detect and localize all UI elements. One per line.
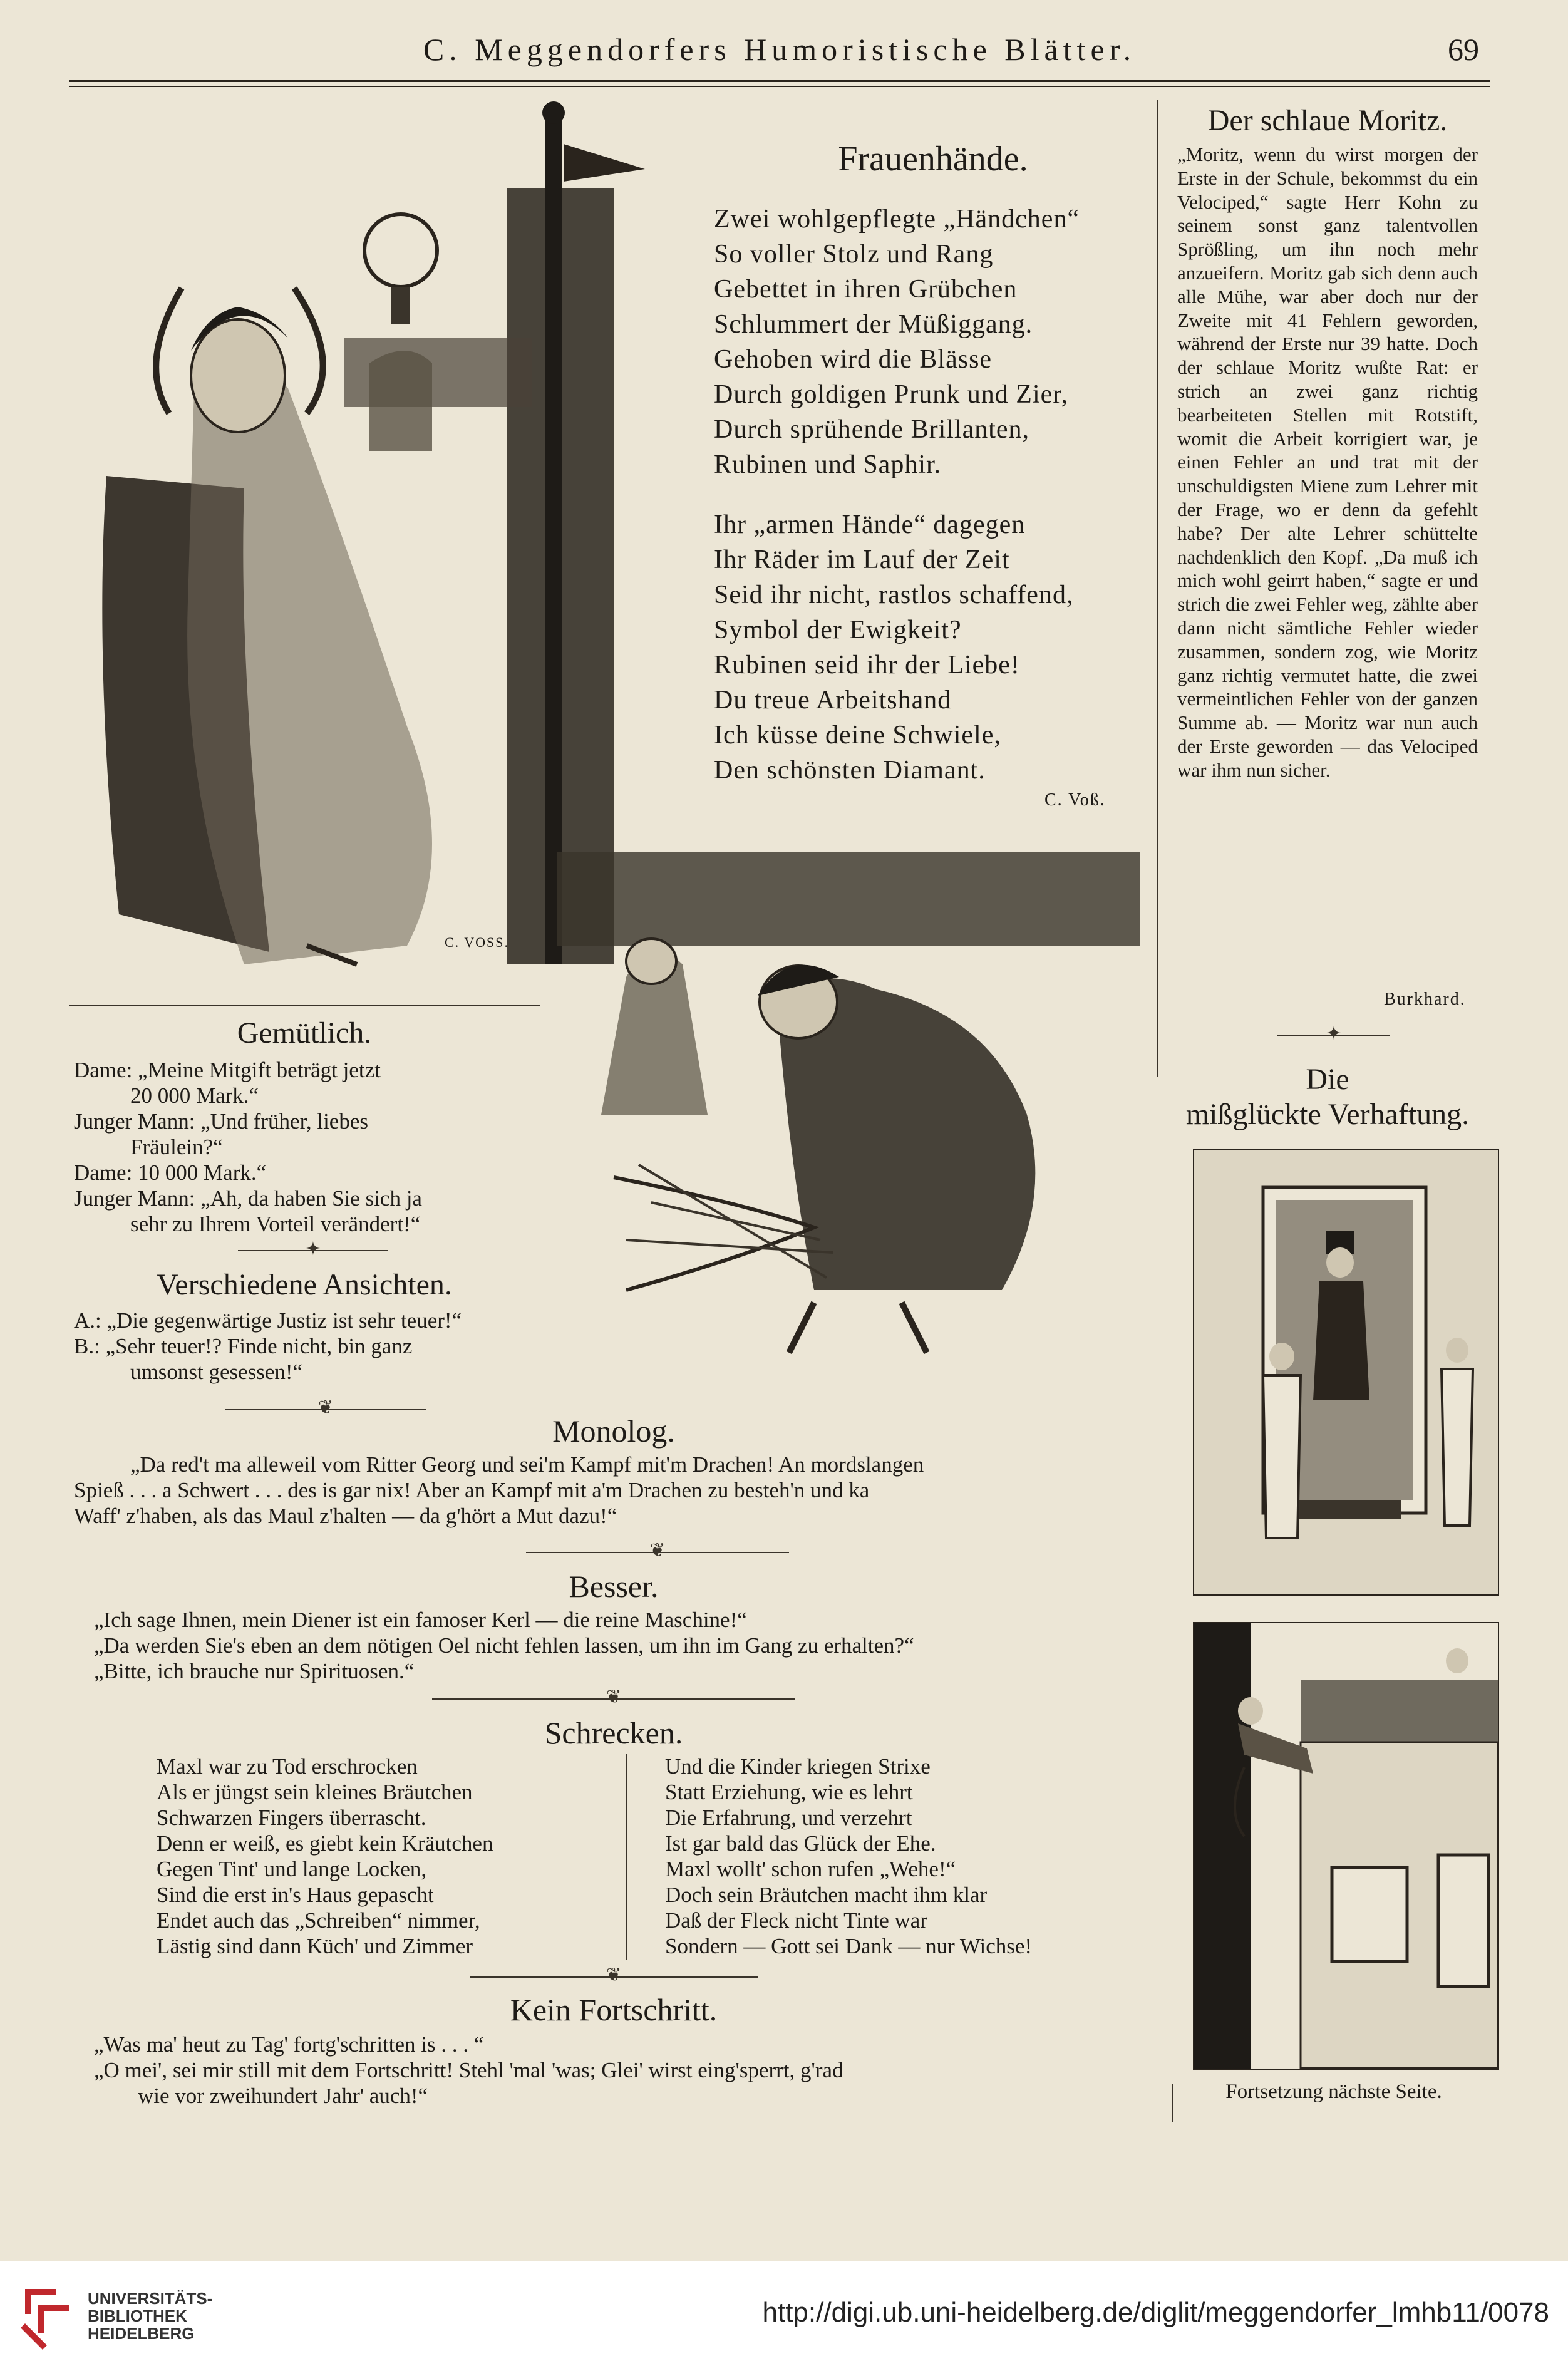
poem-line: Rubinen seid ihr der Liebe! bbox=[714, 651, 1020, 679]
poem-line: Daß der Fleck nicht Tinte war bbox=[665, 1908, 927, 1933]
poem-line: Rubinen und Saphir. bbox=[714, 450, 942, 479]
poem-stanza-2 bbox=[714, 507, 1115, 788]
dialogue-line: A.: „Die gegenwärtige Justiz ist sehr teuer!“ bbox=[74, 1308, 462, 1333]
poem-line: Den schönsten Diamant. bbox=[714, 756, 986, 785]
poem-line: Statt Erziehung, wie es lehrt bbox=[665, 1780, 913, 1804]
verhaftung-title-2: mißglückte Verhaftung. bbox=[1185, 1098, 1470, 1131]
monolog-text bbox=[74, 1452, 1163, 1529]
poem-line: Denn er weiß, es giebt kein Kräutchen bbox=[157, 1831, 493, 1856]
poem-line: Ich küsse deine Schwiele, bbox=[714, 721, 1001, 750]
gemuetlich-title: Gemütlich. bbox=[237, 1016, 372, 1050]
poem-line: Ihr Räder im Lauf der Zeit bbox=[714, 545, 1010, 574]
poem-line: Sondern — Gott sei Dank — nur Wichse! bbox=[665, 1934, 1033, 1958]
dialogue-line: „Da werden Sie's eben an dem nötigen Oel nicht fehlen lassen, um ihn im Gang zu erhalten?“ bbox=[94, 1633, 914, 1658]
besser-title: Besser. bbox=[569, 1569, 659, 1604]
dialogue-line: „Ich sage Ihnen, mein Diener ist ein famoser Kerl — die reine Maschine!“ bbox=[94, 1608, 747, 1632]
poem-line: Gehoben wird die Blässe bbox=[714, 345, 993, 374]
ansichten-title: Verschiedene Ansichten. bbox=[157, 1268, 452, 1301]
poem-line: Doch sein Bräutchen macht ihm klar bbox=[665, 1883, 988, 1907]
library-name-line: BIBLIOTHEK bbox=[88, 2306, 187, 2325]
poem-line: Gebettet in ihren Grübchen bbox=[714, 275, 1018, 304]
dialogue-line: umsonst gesessen!“ bbox=[130, 1360, 303, 1384]
dialogue-line: Dame: „Meine Mitgift beträgt jetzt bbox=[74, 1058, 381, 1082]
dialogue-line: „Was ma' heut zu Tag' fortg'schritten is . . . “ bbox=[94, 2032, 484, 2057]
fortschritt-title: Kein Fortschritt. bbox=[510, 1992, 718, 2027]
poem-line: Gegen Tint' und lange Locken, bbox=[157, 1857, 427, 1881]
illustration-arrest-2 bbox=[1193, 1622, 1499, 2070]
dialogue-line: „Bitte, ich brauche nur Spirituosen.“ bbox=[94, 1659, 415, 1683]
dialogue-line: „O mei', sei mir still mit dem Fortschritt! Stehl 'mal 'was; Glei' wirst eing'sperrt, g'rad bbox=[94, 2058, 843, 2082]
source-url-link[interactable]: http://digi.ub.uni-heidelberg.de/diglit/meggendorfer_lmhb11/0078 bbox=[762, 2297, 1549, 2328]
library-name-line: UNIVERSITÄTS- bbox=[88, 2289, 213, 2308]
monolog-line: „Da red't ma alleweil vom Ritter Georg und sei'm Kampf mit'm Drachen! An mordslangen bbox=[130, 1452, 924, 1477]
poem-line: Die Erfahrung, und verzehrt bbox=[665, 1805, 912, 1830]
poem-line: Seid ihr nicht, rastlos schaffend, bbox=[714, 581, 1074, 609]
poem-line: Endet auch das „Schreiben“ nimmer, bbox=[157, 1908, 480, 1933]
poem-line: Sind die erst in's Haus gepascht bbox=[157, 1883, 434, 1907]
dialogue-line: Junger Mann: „Ah, da haben Sie sich ja bbox=[74, 1186, 422, 1211]
poem-line: Zwei wohlgepflegte „Händchen“ bbox=[714, 205, 1080, 234]
column-divider bbox=[1157, 100, 1158, 1077]
poem-stanza-1 bbox=[714, 202, 1115, 482]
section-ornament-icon: ❦ bbox=[606, 1965, 622, 1985]
poem-line: Ihr „armen Hände“ dagegen bbox=[714, 510, 1026, 539]
column-divider-lower bbox=[1172, 2084, 1173, 2122]
poem-line: Schlummert der Müßiggang. bbox=[714, 310, 1033, 339]
section-ornament-icon: ❦ bbox=[649, 1540, 666, 1561]
illustration-signature: C. VOSS. bbox=[445, 934, 510, 950]
library-name bbox=[88, 2290, 212, 2342]
schrecken-title: Schrecken. bbox=[544, 1715, 683, 1750]
gemuetlich-dialogue bbox=[74, 1057, 537, 1237]
poem-line: So voller Stolz und Rang bbox=[714, 240, 994, 269]
illustration-arrest-1 bbox=[1193, 1149, 1499, 1596]
running-title: C. Meggendorfers Humoristische Blätter. bbox=[423, 32, 1137, 67]
header-rule bbox=[69, 80, 1490, 87]
dialogue-line: B.: „Sehr teuer!? Finde nicht, bin ganz bbox=[74, 1334, 413, 1358]
section-ornament-icon: ✦ bbox=[305, 1239, 321, 1259]
page-number: 69 bbox=[1448, 32, 1479, 67]
schrecken-left-column bbox=[157, 1754, 607, 1959]
dialogue-line: Junger Mann: „Und früher, liebes bbox=[74, 1109, 368, 1134]
illustration-working-hands bbox=[551, 852, 1152, 1390]
poem-line: Maxl war zu Tod erschrocken bbox=[157, 1754, 418, 1779]
poem-line: Und die Kinder kriegen Strixe bbox=[665, 1754, 931, 1779]
library-footer bbox=[0, 2261, 1568, 2376]
section-ornament-icon: ✦ bbox=[1326, 1023, 1342, 1044]
schrecken-right-column bbox=[665, 1754, 1141, 1959]
ansichten-dialogue bbox=[74, 1308, 537, 1385]
dialogue-line: 20 000 Mark.“ bbox=[130, 1083, 259, 1108]
monolog-title: Monolog. bbox=[552, 1413, 675, 1449]
poem-line: Du treue Arbeitshand bbox=[714, 686, 952, 715]
section-ornament-icon: ❦ bbox=[317, 1397, 334, 1418]
verhaftung-title-1: Die bbox=[1306, 1063, 1349, 1096]
schrecken-column-divider bbox=[626, 1754, 627, 1960]
moritz-text: „Moritz, wenn du wirst morgen der Erste in der Schule, bekommst du ein Velociped,“ sagte Herr Kohn zu seinem sonst ganz talentvollen Sprößling, um ihn noch mehr anzueifern. Moritz gab sich denn auch alle Mühe, war aber doch nur der Zweite mit 41 Fehlern geworden, während der Erste nur 39 hatte. Doch der schlaue Moritz wußte Rat: er strich an zwei ganz richtig bearbeiteten Stellen mit Rotstift, womit die Arbeit korrigiert war, je einen Fehler an und trat mit der unschuldigsten Miene zum Lehrer mit der Frage, wo er denn da gefehlt habe? Der alte Lehrer schüttelte nachdenklich den Kopf. „Da muß ich mich wohl geirrt haben,“ sagte er und strich die zwei Fehler weg, zählte aber dann nicht sämtliche Fehler wieder zusammen, sondern zog, wie Moritz ganz richtig vermutet hatte, die zwei vermeintlichen Fehler von der ganzen Summe ab. — Moritz war nun auch der Erste geworden — das Velociped war ihm nun sicher. bbox=[1177, 143, 1478, 781]
poem-line: Maxl wollt' schon rufen „Wehe!“ bbox=[665, 1857, 956, 1881]
poem-line: Symbol der Ewigkeit? bbox=[714, 616, 962, 644]
poem-author: C. Voß. bbox=[1044, 790, 1106, 810]
poem-line: Ist gar bald das Glück der Ehe. bbox=[665, 1831, 936, 1856]
poem-title: Frauenhände. bbox=[838, 140, 1028, 178]
fortschritt-dialogue bbox=[94, 2032, 1165, 2109]
dialogue-line: Dame: 10 000 Mark.“ bbox=[74, 1160, 267, 1185]
poem-line: Als er jüngst sein kleines Bräutchen bbox=[157, 1780, 473, 1804]
poem-line: Durch goldigen Prunk und Zier, bbox=[714, 380, 1069, 409]
page-header bbox=[69, 24, 1490, 80]
dialogue-line: Fräulein?“ bbox=[130, 1135, 223, 1159]
verhaftung-caption: Fortsetzung nächste Seite. bbox=[1225, 2080, 1442, 2103]
besser-dialogue bbox=[94, 1607, 1158, 1684]
poem-line: Schwarzen Fingers überrascht. bbox=[157, 1805, 426, 1830]
moritz-title: Der schlaue Moritz. bbox=[1207, 104, 1448, 137]
monolog-line: Waff' z'haben, als das Maul z'halten — da g'hört a Mut dazu!“ bbox=[74, 1504, 617, 1528]
poem-line: Durch sprühende Brillanten, bbox=[714, 415, 1030, 444]
separator-rule bbox=[69, 1005, 540, 1006]
moritz-author: Burkhard. bbox=[1384, 989, 1466, 1009]
library-name-line: HEIDELBERG bbox=[88, 2324, 195, 2343]
poem-line: Lästig sind dann Küch' und Zimmer bbox=[157, 1934, 473, 1958]
dialogue-line: sehr zu Ihrem Vorteil verändert!“ bbox=[130, 1212, 421, 1236]
section-ornament-icon: ❦ bbox=[606, 1686, 622, 1707]
university-library-logo-icon bbox=[19, 2280, 75, 2355]
monolog-line: Spieß . . . a Schwert . . . des is gar nix! Aber an Kampf mit a'm Drachen zu besteh'n und ka bbox=[74, 1478, 870, 1502]
dialogue-line: wie vor zweihundert Jahr' auch!“ bbox=[138, 2084, 428, 2108]
